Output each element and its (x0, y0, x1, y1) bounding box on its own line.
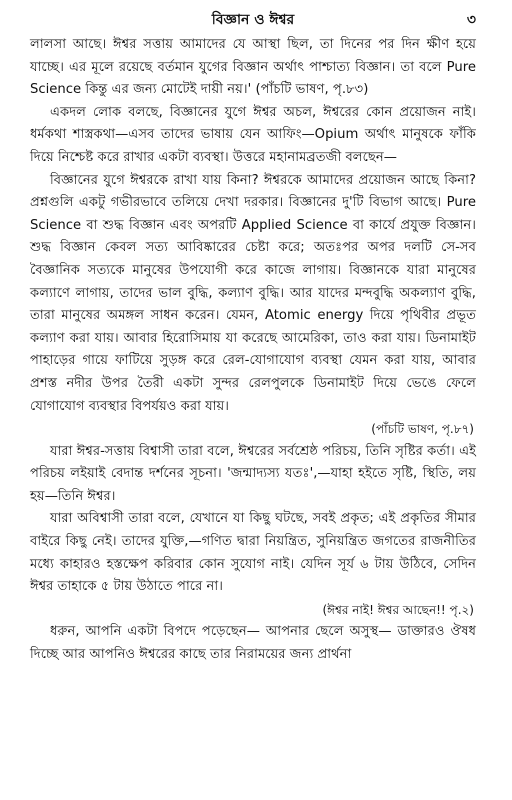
paragraph: যারা ঈশ্বর-সত্তায় বিশ্বাসী তারা বলে, ঈশ্বরের সর্বশ্রেষ্ঠ পরিচয়, তিনি সৃষ্টির কর্তা। এই পরিচয় লইয়াই বেদান্ত দর্শনের সূচনা। 'জন্মাদ্যস্য যতঃ',—যাহা হইতে সৃষ্টি, স্থিতি, লয় হয়—তিনি ঈশ্বর। (30, 443, 476, 504)
citation: (পাঁচটি ভাষণ, পৃ.৮৭) (371, 422, 474, 437)
paragraph: ধরুন, আপনি একটা বিপদে পড়েছেন— আপনার ছেলে অসুস্থ— ডাক্তারও ঔষধ দিচ্ছে আর আপনিও ঈশ্বরের কাছে তার নিরাময়ের জন্য প্রার্থনা (30, 624, 476, 663)
paragraph: বিজ্ঞানের যুগে ঈশ্বরকে রাখা যায় কিনা? ঈশ্বরকে আমাদের প্রয়োজন আছে কিনা? প্রশ্নগুলি একটু গভীরভাবে তলিয়ে দেখা দরকার। বিজ্ঞানের দু'টি বিভাগ আছে। Pure Science বা শুদ্ধ বিজ্ঞান এবং অপরটি Applied Science বা কার্যে প্রযুক্ত বিজ্ঞান। শুদ্ধ বিজ্ঞান কেবল সত্য আবিষ্কারের চেষ্টা করে; অতঃপর অপর দলটি সে-সব বৈজ্ঞানিক সত্যকে মানুষের উপযোগী করে কাজে লাগায়। বিজ্ঞানকে যারা মানুষের কল্যাণে লাগায়, তাদের ভাল বুদ্ধি, কল্যাণ বুদ্ধি। আর যাদের মন্দবুদ্ধি অকল্যাণ বুদ্ধি, তারা মানুষের অমঙ্গল সাধন করেন। যেমন, Atomic energy দিয়ে পৃথিবীর প্রভূত কল্যাণ করা যায়। আবার হিরোসিমায় যা করেছে আমেরিকা, তাও করা যায়। ডিনামাইট পাহাড়ের গায়ে ফাটিয়ে সুড়ঙ্গ করে রেল-যোগাযোগ ব্যবস্থা যেমন করা যায়, আবার প্রশস্ত নদীর উপর তৈরী একটা সুন্দর রেলপুলকে ডিনামাইট দিয়ে ভেঙে ফেলে যোগাযোগ ব্যবস্থার বিপর্যয়ও করা যায়। (30, 172, 476, 414)
page-body (30, 34, 476, 667)
citation: (ঈশ্বর নাই! ঈশ্বর আছেন!! পৃ.২) (322, 602, 474, 617)
running-title: বিজ্ঞান ও ঈশ্বর (211, 12, 295, 28)
page-header (30, 0, 476, 34)
paragraph: যারা অবিশ্বাসী তারা বলে, যেখানে যা কিছু ঘটছে, সবই প্রকৃত; এই প্রকৃতির সীমার বাইরে কিছু নেই। তাদের যুক্তি,—গণিত দ্বারা নিয়ন্ত্রিত, সুনিয়ন্ত্রিত জগতের রাজনীতির মধ্যে কাহারও হস্তক্ষেপ করিবার কোন সুযোগ নাই। যেদিন সূর্য ৬ টায় উঠিবে, সেদিন ঈশ্বর তাহাকে ৫ টায় উঠাতে পারে না। (30, 511, 476, 595)
paragraph: একদল লোক বলছে, বিজ্ঞানের যুগে ঈশ্বর অচল, ঈশ্বরের কোন প্রয়োজন নাই। ধর্মকথা শাস্ত্রকথা—এসব তাদের ভাষায় যেন আফিং—Opium অর্থাৎ মানুষকে ফাঁকি দিয়ে নিশ্চেষ্ট করে রাখার একটা ব্যবস্থা। উত্তরে মহানামব্রতজী বলছেন— (30, 104, 476, 165)
paragraph: লালসা আছে। ঈশ্বর সত্তায় আমাদের যে আস্থা ছিল, তা দিনের পর দিন ক্ষীণ হয়ে যাচ্ছে। এর মূলে রয়েছে বর্তমান যুগের বিজ্ঞান অর্থাৎ পাশ্চাত্য বিজ্ঞান। তা বলে Pure Science কিন্তু এর জন্য মোটেই দায়ী নয়।' (পাঁচটি ভাষণ, পৃ.৮৩) (30, 37, 476, 98)
page-number: ৩ (466, 12, 476, 28)
